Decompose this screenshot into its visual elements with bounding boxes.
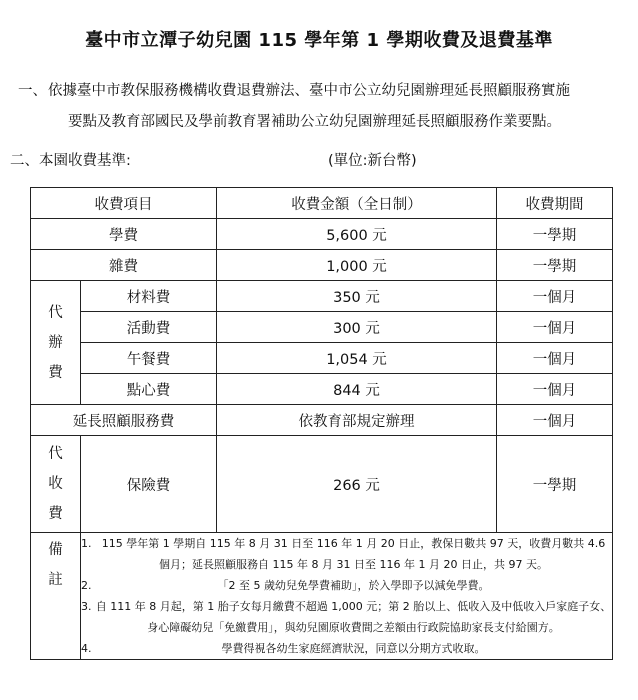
note-number: 3. bbox=[81, 600, 92, 613]
row-amount: 844 元 bbox=[217, 374, 497, 405]
row-amount: 300 元 bbox=[217, 312, 497, 343]
section-1-line-2: 要點及教育部國民及學前教育署補助公立幼兒園辦理延長照顧服務作業要點。 bbox=[68, 114, 561, 130]
row-item: 延長照顧服務費 bbox=[31, 405, 217, 436]
group-char: 費 bbox=[48, 364, 63, 381]
note-item bbox=[81, 638, 612, 659]
group-char: 辦 bbox=[48, 334, 63, 351]
row-period: 一個月 bbox=[497, 312, 613, 343]
header-item: 收費項目 bbox=[31, 188, 217, 219]
group-char: 代 bbox=[48, 446, 63, 462]
table-row bbox=[31, 312, 613, 343]
section-1-line-1: 依據臺中市教保服務機構收費退費辦法、臺中市公立幼兒園辦理延長照顧服務實施 bbox=[48, 83, 570, 99]
row-amount: 依教育部規定辦理 bbox=[217, 405, 497, 436]
note-number: 4. bbox=[81, 642, 92, 655]
row-item: 午餐費 bbox=[81, 343, 217, 374]
currency-unit: (單位:新台幣) bbox=[328, 153, 417, 169]
page-title: 臺中市立潭子幼兒園 115 學年第 1 學期收費及退費基準 bbox=[85, 30, 553, 51]
row-item: 活動費 bbox=[81, 312, 217, 343]
row-amount: 1,054 元 bbox=[217, 343, 497, 374]
table-row bbox=[31, 436, 613, 533]
notes-row bbox=[31, 533, 613, 660]
note-text: 自 111 年 8 月起，第 1 胎子女每月繳費不超過 1,000 元；第 2 胎以上、低收入及中低收入戶家庭子女、身心障礙幼兒「免繳費用」，與幼兒園原收費間之差額由行政院協助家長支付給園方。 bbox=[95, 600, 612, 634]
row-amount: 5,600 元 bbox=[217, 219, 497, 250]
row-item: 材料費 bbox=[81, 281, 217, 312]
section-2-label: 二、本園收費基準: bbox=[10, 153, 131, 169]
section-1-number: 一、 bbox=[18, 83, 47, 99]
note-text: 115 學年第 1 學期自 115 年 8 月 31 日至 116 年 1 月 20 日止，教保日數共 97 天，收費月數共 4.6 個月；延長照顧服務自 115 年 8 月 31 日至 116 年 1 月 20 日止，共 97 天。 bbox=[101, 537, 606, 571]
row-item: 學費 bbox=[31, 219, 217, 250]
note-text: 學費得視各幼生家庭經濟狀況，同意以分期方式收取。 bbox=[221, 642, 486, 655]
notes-cell bbox=[81, 533, 613, 660]
row-period: 一個月 bbox=[497, 374, 613, 405]
row-period: 一個月 bbox=[497, 281, 613, 312]
group-char: 代 bbox=[48, 304, 63, 321]
note-number: 2. bbox=[81, 579, 92, 592]
row-item: 點心費 bbox=[81, 374, 217, 405]
table-row bbox=[31, 343, 613, 374]
table-row bbox=[31, 281, 613, 312]
note-item bbox=[81, 596, 612, 638]
table-row bbox=[31, 250, 613, 281]
daiban-group-label bbox=[31, 281, 81, 405]
section-2 bbox=[10, 150, 630, 172]
note-item bbox=[81, 575, 612, 596]
row-amount: 266 元 bbox=[217, 436, 497, 533]
row-item: 雜費 bbox=[31, 250, 217, 281]
group-char: 費 bbox=[48, 506, 63, 522]
row-amount: 350 元 bbox=[217, 281, 497, 312]
note-text: 「2 至 5 歲幼兒免學費補助」，於入學即予以減免學費。 bbox=[217, 579, 490, 592]
note-number: 1. bbox=[81, 537, 92, 550]
table-row bbox=[31, 405, 613, 436]
table-row bbox=[31, 374, 613, 405]
row-amount: 1,000 元 bbox=[217, 250, 497, 281]
group-char: 備 bbox=[48, 542, 63, 558]
row-period: 一個月 bbox=[497, 405, 613, 436]
table-header-row bbox=[31, 188, 613, 219]
row-period: 一個月 bbox=[497, 343, 613, 374]
row-period: 一學期 bbox=[497, 250, 613, 281]
group-char: 收 bbox=[48, 476, 63, 492]
fee-table bbox=[30, 187, 613, 660]
daishou-group-label bbox=[31, 436, 81, 533]
row-period: 一學期 bbox=[497, 436, 613, 533]
row-period: 一學期 bbox=[497, 219, 613, 250]
table-row bbox=[31, 219, 613, 250]
row-item: 保險費 bbox=[81, 436, 217, 533]
notes-label bbox=[31, 533, 81, 660]
header-period: 收費期間 bbox=[497, 188, 613, 219]
group-char: 註 bbox=[48, 572, 63, 588]
header-amount: 收費金額（全日制） bbox=[217, 188, 497, 219]
note-item bbox=[81, 533, 612, 575]
